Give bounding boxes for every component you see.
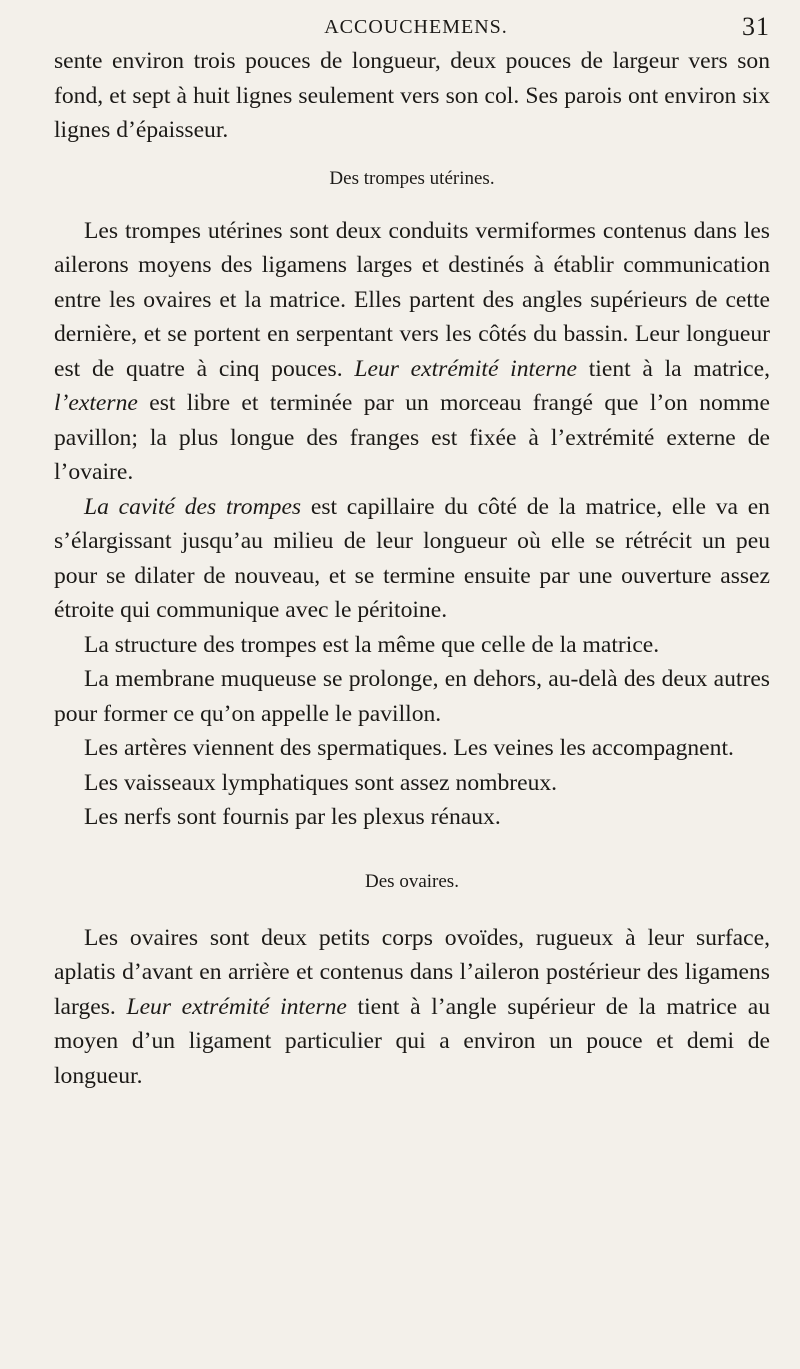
paragraph-cavite: [54, 490, 770, 628]
paragraph-continued: sente environ trois pouces de longueur, deux pouces de largeur vers son fond, et sept à huit lignes seulement vers son col. Ses parois ont environ six lignes d’épaisseur.: [54, 48, 770, 143]
text-run: Les ovaires sont deux petits corps ovoïdes, rugueux à leur surface, aplatis d’avant en arrière et contenus dans l’aileron postérieur des ligamens larges.: [54, 924, 770, 1020]
page-text: [54, 44, 770, 1093]
paragraph-arteres: Les artères viennent des spermatiques. Les veines les accompagnent.: [84, 735, 734, 761]
italic-run: Leur extrémité interne: [354, 355, 577, 382]
text-run: tient à l’angle supérieur de la matrice au moyen d’un ligament particulier qui a environ un pouce et demi de longueur.: [54, 993, 770, 1089]
running-title: ACCOUCHEMENS.: [324, 16, 508, 38]
paragraph-nerfs: Les nerfs sont fournis par les plexus rénaux.: [84, 804, 501, 830]
text-run: est libre et terminée par un morceau frangé que l’on nomme pavillon; la plus longue des franges est fixée à l’extrémité externe de l’ovaire.: [54, 390, 770, 485]
page-number: 31: [742, 12, 770, 41]
running-head: [54, 10, 770, 44]
paragraph-ovaires: [54, 921, 770, 1094]
italic-run: Leur extrémité interne: [126, 993, 347, 1020]
italic-run: La cavité des trompes: [84, 493, 302, 520]
text-run: tient à la matrice,: [577, 355, 770, 382]
italic-run: l’externe: [54, 390, 138, 416]
section-title-ovaires: Des ovaires.: [365, 870, 459, 892]
paragraph-membrane: La membrane muqueuse se prolonge, en dehors, au-delà des deux autres pour former ce qu’on appelle le pavillon.: [54, 666, 770, 727]
paragraph-trompes-intro: [54, 214, 770, 490]
paragraph-structure: La structure des trompes est la même que celle de la matrice.: [84, 631, 660, 658]
text-run: Les trompes utérines sont deux conduits vermiformes contenus dans les ailerons moyens des ligamens larges et destinés à établir communication entre les ovaires et la matrice. Elles partent des angles supérieurs de cette dernière, et se portent en serpentant vers les côtés du bassin. Leur longueur est de quatre à cinq pouces.: [54, 217, 770, 382]
paragraph-lymphatiques: Les vaisseaux lymphatiques sont assez nombreux.: [84, 769, 558, 796]
section-title-trompes: Des trompes utérines.: [329, 167, 495, 189]
text-run: est capillaire du côté de la matrice, elle va en s’élargissant jusqu’au milieu de leur longueur où elle se rétrécit un peu pour se dilater de nouveau, et se termine ensuite par une ouverture assez étroite qui communique avec le péritoine.: [54, 493, 770, 623]
